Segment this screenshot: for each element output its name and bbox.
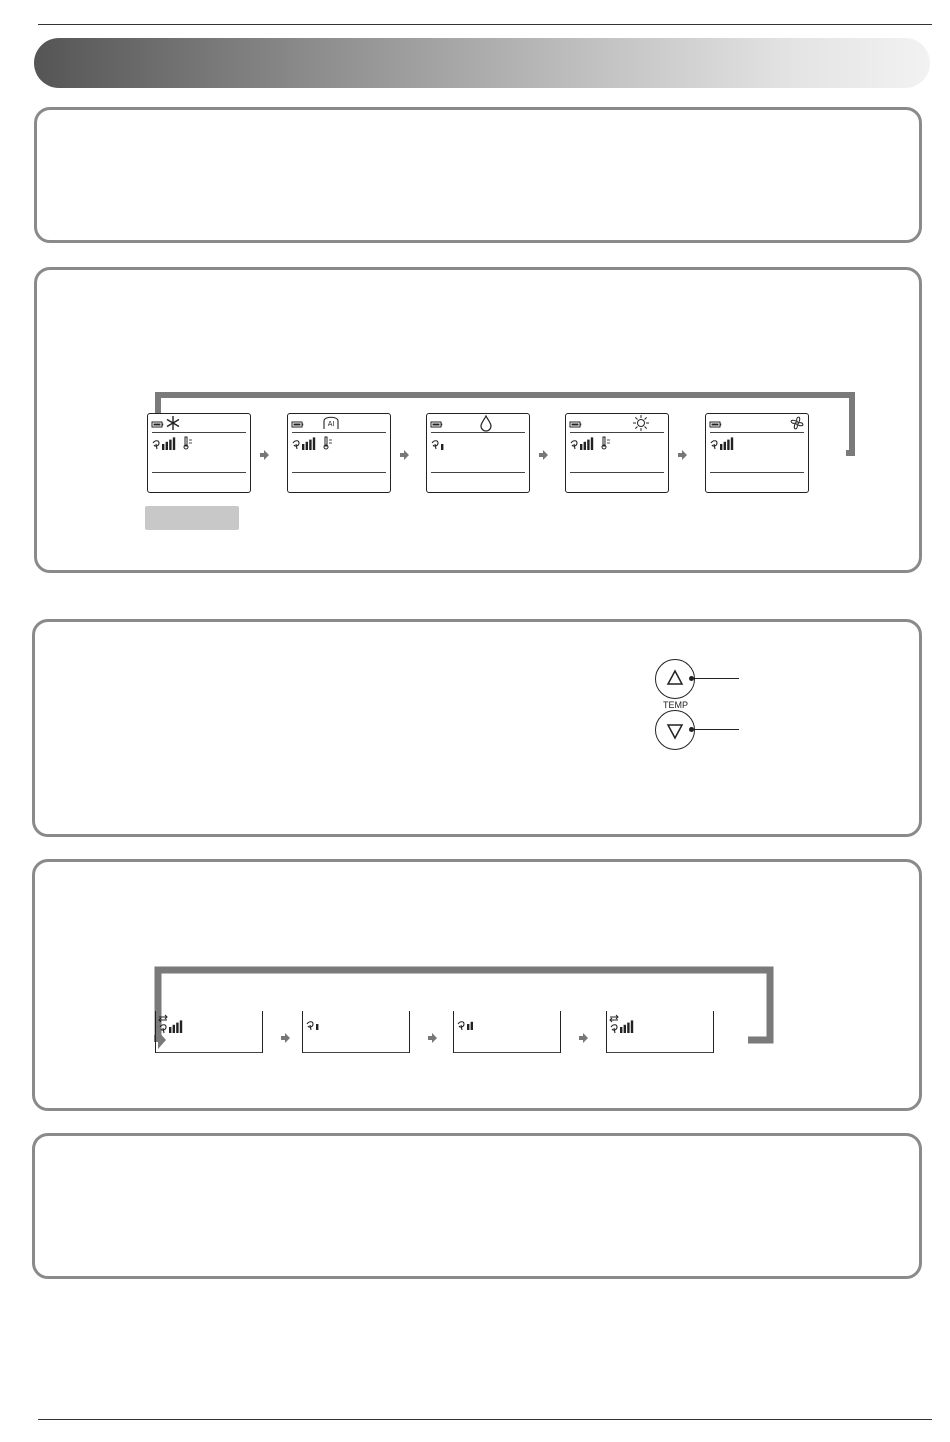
fan-swirl-icon	[458, 1022, 464, 1030]
display-divider	[152, 472, 246, 473]
next-arrow-icon	[259, 450, 269, 460]
selected-mode-tag	[145, 506, 239, 530]
temp-down-callout-line	[693, 729, 739, 730]
fan-swirl-icon	[153, 440, 159, 448]
fan-bars	[620, 1020, 633, 1033]
next-arrow-icon	[677, 450, 687, 460]
drop-icon	[481, 416, 491, 431]
fan-icon	[791, 417, 803, 429]
display-divider	[570, 472, 664, 473]
temp-up-callout-line	[693, 678, 739, 679]
mode-display	[287, 413, 391, 493]
section-banner	[34, 38, 930, 88]
fan-bars	[169, 1020, 182, 1033]
next-arrow-icon	[578, 1033, 588, 1043]
top-rule	[38, 24, 932, 25]
fan-panel	[32, 859, 922, 1111]
clock-readout	[566, 474, 668, 492]
battery-icon	[431, 422, 442, 427]
fan-swirl-icon	[293, 440, 299, 448]
fan-speed-display	[302, 1011, 410, 1053]
fan-cycle-loop	[32, 859, 922, 1111]
bottom-rule	[38, 1419, 932, 1420]
fan-bars	[441, 444, 443, 450]
next-arrow-icon	[538, 450, 548, 460]
notes-panel	[32, 1133, 922, 1279]
next-arrow-icon	[280, 1033, 290, 1043]
intro-panel	[34, 107, 922, 243]
fan-bars	[720, 437, 733, 450]
thermometer-icon	[602, 437, 610, 449]
thermometer-icon	[324, 437, 332, 449]
display-divider	[570, 432, 664, 433]
battery-icon	[292, 422, 303, 427]
display-divider	[454, 1052, 560, 1053]
display-divider	[431, 472, 525, 473]
display-divider	[303, 1052, 409, 1053]
ai-auto-icon	[324, 417, 338, 429]
display-divider	[710, 432, 804, 433]
fan-bars	[467, 1022, 473, 1030]
battery-icon	[710, 422, 721, 427]
fan-bars	[302, 437, 315, 450]
temp-panel	[32, 619, 922, 837]
display-divider	[292, 432, 386, 433]
display-divider	[431, 432, 525, 433]
fan-swirl-icon	[432, 440, 438, 448]
mode-display	[705, 413, 809, 493]
mode-display	[426, 413, 530, 493]
thermometer-icon	[184, 437, 192, 449]
mode-display	[565, 413, 669, 493]
clock-readout	[288, 474, 390, 492]
fan-swirl-icon	[611, 1025, 617, 1033]
fan-speed-display	[453, 1011, 561, 1053]
fan-speed-display	[155, 1011, 263, 1053]
auto-swing-icon	[159, 1015, 167, 1022]
clock-readout	[427, 474, 529, 492]
display-divider	[607, 1052, 713, 1053]
next-arrow-icon	[427, 1033, 437, 1043]
clock-readout	[706, 474, 808, 492]
mode-panel	[34, 267, 922, 573]
fan-swirl-icon	[160, 1025, 166, 1033]
sun-icon	[633, 415, 649, 431]
next-arrow-icon	[399, 450, 409, 460]
display-divider	[710, 472, 804, 473]
fan-swirl-icon	[307, 1022, 313, 1030]
clock-readout	[148, 474, 250, 492]
snowflake-icon	[167, 416, 179, 430]
fan-speed-display	[606, 1011, 714, 1053]
fan-bars	[580, 437, 593, 450]
fan-swirl-icon	[711, 440, 717, 448]
fan-swirl-icon	[571, 440, 577, 448]
svg-text:AI: AI	[327, 420, 334, 428]
fan-bars	[316, 1024, 318, 1030]
auto-swing-icon	[610, 1015, 618, 1022]
display-divider	[156, 1052, 262, 1053]
display-divider	[152, 432, 246, 433]
fan-bars	[162, 437, 175, 450]
battery-icon	[152, 422, 163, 427]
display-divider	[292, 472, 386, 473]
battery-icon	[570, 422, 581, 427]
mode-display	[147, 413, 251, 493]
temp-button-label: TEMP	[663, 700, 689, 710]
